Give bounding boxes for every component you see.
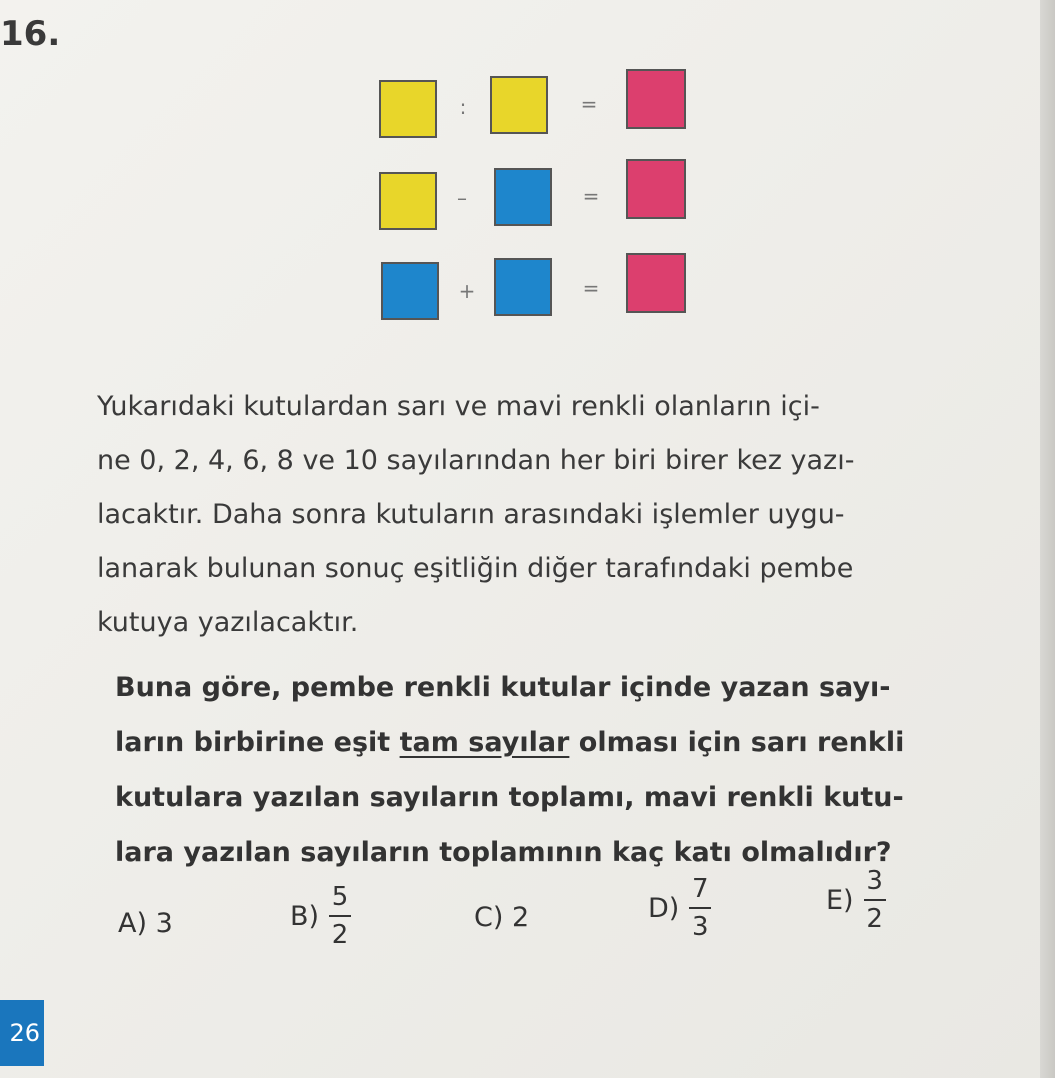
stem-line: Yukarıdaki kutulardan sarı ve mavi renkli olanların içi- — [97, 391, 820, 422]
question-prompt — [115, 660, 975, 880]
stem-line: lacaktır. Daha sonra kutuların arasındaki işlemler uygu- — [97, 499, 845, 530]
equals-sign: = — [580, 92, 598, 116]
option-d-label: D) — [648, 892, 680, 924]
pink-box-result — [626, 253, 686, 313]
stem-line: lanarak bulunan sonuç eşitliğin diğer tarafındaki pembe — [97, 553, 854, 584]
page-edge — [1040, 0, 1055, 1078]
minus-sign: – — [457, 186, 467, 210]
option-c[interactable] — [474, 902, 529, 933]
page-number-tab: 26 — [0, 1000, 44, 1066]
yellow-box-minuend — [379, 172, 437, 230]
fraction-bar — [864, 899, 886, 901]
division-sign: : — [459, 95, 467, 119]
plus-sign: + — [458, 279, 476, 303]
denominator: 3 — [692, 912, 709, 942]
stem-line: ne 0, 2, 4, 6, 8 ve 10 sayılarından her biri birer kez yazı- — [97, 445, 855, 476]
numerator: 3 — [866, 866, 883, 896]
question-number: 16. — [0, 14, 61, 54]
blue-box-addend — [381, 262, 439, 320]
question-line: lara yazılan sayıların toplamının kaç katı olmalıdır? — [115, 837, 892, 868]
option-e-fraction — [864, 866, 886, 934]
denominator: 2 — [331, 920, 349, 950]
question-text: ların birbirine eşit — [115, 727, 400, 758]
option-e-label: E) — [826, 884, 854, 916]
blue-box-subtrahend — [494, 168, 552, 226]
yellow-box-dividend — [379, 80, 437, 138]
underlined-text: tam sayılar — [399, 727, 570, 758]
option-a-label: A) 3 — [118, 908, 173, 939]
question-line: kutulara yazılan sayıların toplamı, mavi renkli kutu- — [115, 782, 904, 813]
question-line — [115, 715, 975, 770]
equals-sign: = — [582, 184, 600, 208]
option-b[interactable] — [290, 882, 351, 950]
stem-line: kutuya yazılacaktır. — [97, 607, 359, 638]
pink-box-result — [626, 159, 686, 219]
option-d-fraction — [689, 874, 711, 942]
option-d[interactable] — [648, 874, 711, 942]
option-b-fraction — [329, 882, 351, 950]
question-line: Buna göre, pembe renkli kutular içinde yazan sayı- — [115, 672, 891, 703]
option-b-label: B) — [290, 900, 320, 932]
fraction-bar — [689, 907, 711, 909]
option-e[interactable] — [826, 866, 886, 934]
yellow-box-divisor — [490, 76, 548, 134]
pink-box-result — [626, 69, 686, 129]
equals-sign: = — [582, 276, 600, 300]
numerator: 7 — [692, 874, 709, 904]
option-c-label: C) 2 — [474, 902, 530, 933]
question-stem — [97, 380, 977, 650]
fraction-bar — [329, 915, 351, 917]
question-text: olması için sarı renkli — [569, 727, 905, 758]
option-a[interactable] — [118, 908, 173, 939]
denominator: 2 — [866, 904, 883, 934]
numerator: 5 — [331, 882, 349, 912]
blue-box-addend — [494, 258, 552, 316]
